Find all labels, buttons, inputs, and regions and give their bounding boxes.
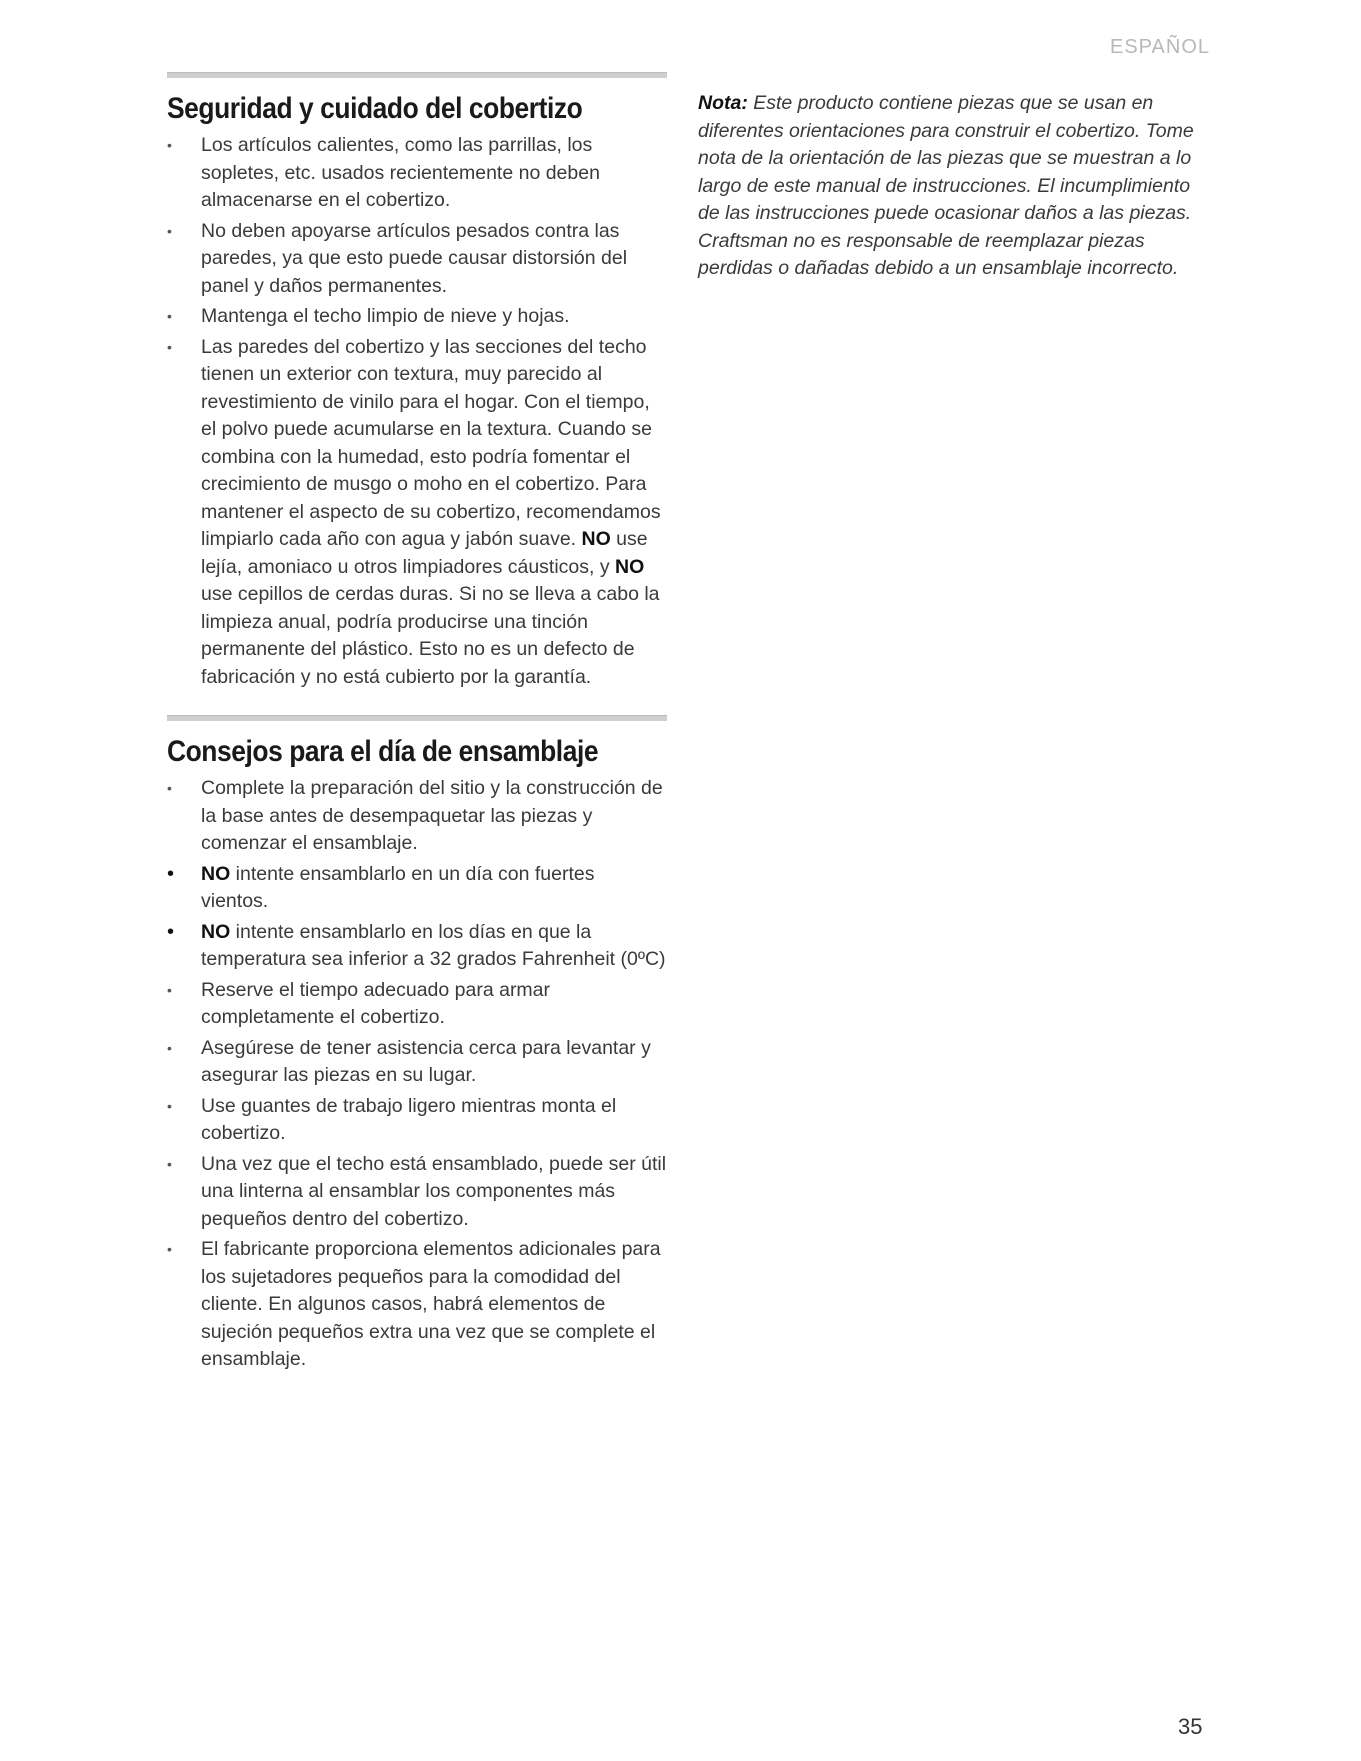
list-item bbox=[167, 861, 667, 916]
item-text: intente ensamblarlo en un día con fuertes vientos. bbox=[201, 862, 595, 912]
emphasis-no: NO bbox=[201, 920, 231, 943]
emphasis-no: NO bbox=[201, 862, 231, 885]
section-title-assembly: Consejos para el día de ensamblaje bbox=[167, 735, 599, 768]
item-text: use lejía, amoniaco u otros limpiadores cáusticos, y bbox=[201, 528, 648, 578]
list-item: • Complete la preparación del sitio y la construcción de la base antes de desempaquetar las piezas y comenzar el ensamblaje. bbox=[167, 775, 667, 858]
list-item: • Mantenga el techo limpio de nieve y hojas. bbox=[167, 303, 667, 331]
list-item: • Use guantes de trabajo ligero mientras monta el cobertizo. bbox=[167, 1093, 667, 1148]
note-text: Este producto contiene piezas que se usan en diferentes orientaciones para construir el cobertizo. Tome nota de la orientación de las piezas que se muestran a lo largo de este manual de instrucciones. El incumplimiento de las instrucciones puede ocasionar daños a las piezas. Craftsman no es responsable de reemplazar piezas perdidas o dañadas debido a un ensamblaje incorrecto. bbox=[698, 92, 1194, 279]
item-text: Las paredes del cobertizo y las secciones del techo tienen un exterior con textura, muy parecido al revestimiento de vinilo para el hogar. Con el tiempo, el polvo puede acumularse en la textura. Cuando se combina con la humedad, esto podría fomentar el crecimiento de musgo o moho en el cobertizo. Para mantener el aspecto de su cobertizo, recomendamos limpiarlo cada año con agua y jabón suave. bbox=[201, 335, 661, 550]
list-item: • No deben apoyarse artículos pesados contra las paredes, ya que esto puede causar distorsión del panel y daños permanentes. bbox=[167, 218, 667, 301]
left-column bbox=[167, 72, 667, 1377]
list-item bbox=[167, 919, 667, 974]
list-item: • Reserve el tiempo adecuado para armar completamente el cobertizo. bbox=[167, 977, 667, 1032]
note-paragraph bbox=[698, 90, 1208, 283]
section-divider bbox=[167, 715, 667, 721]
list-item: • El fabricante proporciona elementos adicionales para los sujetadores pequeños para la comodidad del cliente. En algunos casos, habrá elementos de sujeción pequeños extra una vez que se complete el ensamblaje. bbox=[167, 1236, 667, 1374]
section-divider bbox=[167, 72, 667, 78]
item-text: use cepillos de cerdas duras. Si no se lleva a cabo la limpieza anual, podría producirse una tinción permanente del plástico. Esto no es un defecto de fabricación y no está cubierto por la garantía. bbox=[201, 583, 660, 688]
list-item: • Asegúrese de tener asistencia cerca para levantar y asegurar las piezas en su lugar. bbox=[167, 1035, 667, 1090]
note-label: Nota: bbox=[698, 92, 748, 114]
language-label: ESPAÑOL bbox=[1110, 36, 1210, 58]
assembly-section bbox=[167, 715, 667, 1374]
list-item: • Los artículos calientes, como las parrillas, los sopletes, etc. usados recientemente no deben almacenarse en el cobertizo. bbox=[167, 132, 667, 215]
page-number: 35 bbox=[1178, 1714, 1203, 1739]
section-title-safety: Seguridad y cuidado del cobertizo bbox=[167, 92, 583, 125]
list-item bbox=[167, 334, 667, 692]
safety-list bbox=[167, 132, 667, 691]
right-column bbox=[698, 90, 1208, 283]
emphasis-no: NO bbox=[581, 528, 611, 550]
list-item: • Una vez que el techo está ensamblado, puede ser útil una linterna al ensamblar los componentes más pequeños dentro del cobertizo. bbox=[167, 1151, 667, 1234]
assembly-list bbox=[167, 775, 667, 1374]
emphasis-no: NO bbox=[615, 555, 645, 578]
item-text: intente ensamblarlo en los días en que la temperatura sea inferior a 32 grados Fahrenheit (0ºC) bbox=[201, 920, 666, 970]
